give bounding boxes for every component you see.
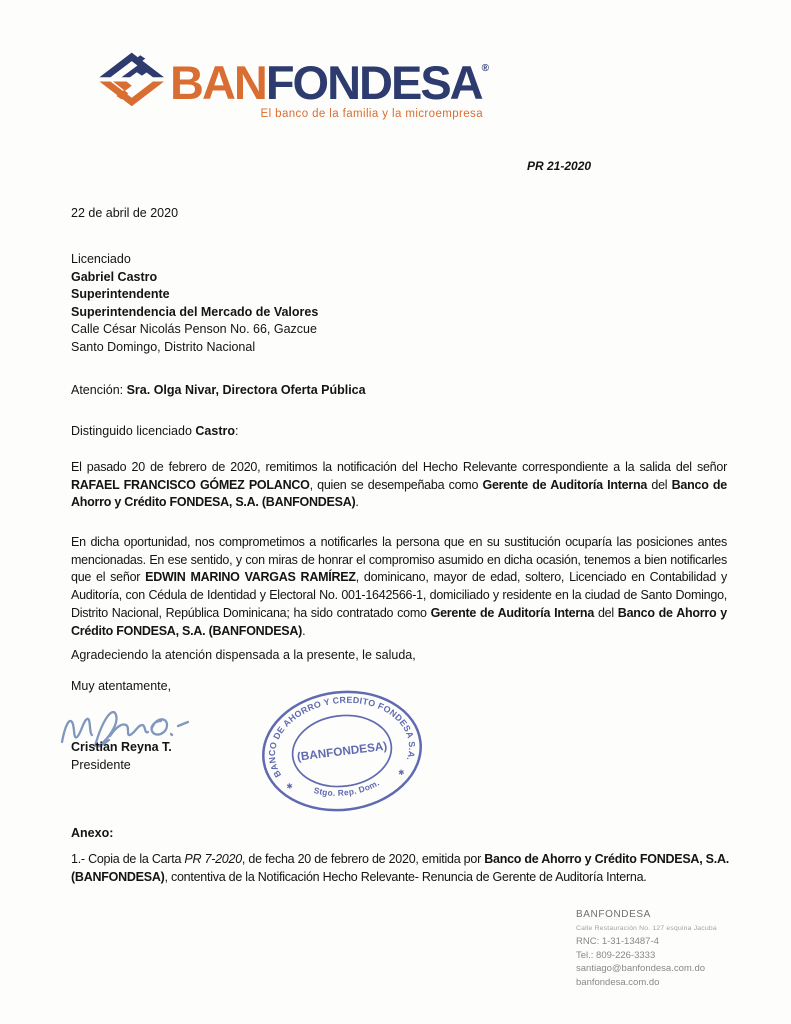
- footer-company-name: BANFONDESA: [576, 909, 651, 920]
- company-stamp: [251, 678, 433, 824]
- signer-name: Cristian Reyna T.: [71, 740, 172, 754]
- text-segment: , quien se desempeñaba como: [309, 477, 483, 492]
- recipient-institution: Superintendencia del Mercado de Valores: [71, 304, 319, 319]
- closing-line: Muy atentamente,: [71, 679, 172, 693]
- svg-text:BANCO DE AHORRO Y CREDITO FOND: [261, 686, 420, 780]
- footer-email: santiago@banfondesa.com.do: [576, 963, 706, 974]
- text-segment: Banco de Ahorro y Crédito FONDESA, S.A. (BANFONDESA): [71, 852, 729, 884]
- signer-title: Presidente: [71, 758, 131, 772]
- text-segment: :: [234, 424, 239, 438]
- text-segment: Atención:: [71, 383, 127, 397]
- recipient-title: Licenciado: [71, 252, 131, 266]
- star-icon: ✱: [397, 767, 406, 778]
- text-segment: Gerente de Auditoría Interna: [430, 605, 595, 620]
- recipient-name: Gabriel Castro: [71, 269, 158, 284]
- text-segment: Distinguido licenciado: [71, 424, 196, 438]
- thanks-line: Agradeciendo la atención dispensada a la presente, le saluda,: [71, 648, 416, 662]
- letterhead: [96, 44, 489, 120]
- text-segment: En dicha oportunidad, nos comprometimos a notificarles la persona que en su sustitución ocuparía las posiciones antes mencionadas. En ese sentido, y con miras de honrar el compromiso asumido en dicha ocasión, tenemos a bien notificarles que el señor: [71, 535, 727, 585]
- greeting-line: [71, 424, 238, 438]
- attention-person: Sra. Olga Nivar, Directora Oferta Pública: [126, 383, 366, 397]
- anexo-item: [71, 851, 729, 886]
- footer-address: Calle Restauración No. 127 esquina Jacuba: [576, 924, 717, 932]
- footer-contact-block: [576, 908, 717, 989]
- text-segment: , contentiva de la Notificación Hecho Relevante- Renuncia de Gerente de Auditoría Interna.: [164, 869, 647, 884]
- paragraph-2: [71, 534, 727, 640]
- stamp-center-text: (BANFONDESA): [296, 739, 388, 764]
- paragraph-1: [71, 459, 727, 512]
- recipient-position: Superintendente: [71, 287, 170, 302]
- attention-line: [71, 383, 366, 397]
- anexo-title: Anexo:: [71, 826, 114, 840]
- text-segment: Banco de Ahorro y Crédito FONDESA, S.A. (BANFONDESA): [71, 477, 727, 510]
- star-icon: ✱: [285, 781, 294, 792]
- text-segment: El pasado 20 de febrero de 2020, remitimos la notificación del Hecho Relevante correspondiente a la salida del señor: [71, 460, 727, 474]
- text-segment: 1.- Copia de la Carta: [71, 852, 185, 866]
- text-segment: Gerente de Auditoría Interna: [482, 477, 648, 492]
- text-segment: PR 7-2020: [184, 852, 242, 866]
- recipient-block: [71, 251, 318, 357]
- text-segment: RAFAEL FRANCISCO GÓMEZ POLANCO: [71, 477, 310, 492]
- brand-tagline: El banco de la familia y la microempresa: [260, 108, 483, 120]
- letter-date: 22 de abril de 2020: [71, 206, 179, 220]
- text-segment: .: [355, 495, 359, 510]
- text-segment: , de fecha 20 de febrero de 2020, emitida por: [241, 852, 485, 866]
- text-segment: Banco de Ahorro y Crédito FONDESA, S.A. (BANFONDESA): [71, 605, 727, 638]
- svg-text:Stgo. Rep. Dom.: [312, 777, 382, 801]
- text-segment: EDWIN MARINO VARGAS RAMÍREZ: [145, 570, 356, 585]
- text-segment: del: [594, 605, 618, 620]
- banfondesa-logo-icon: [96, 46, 164, 112]
- text-segment: del: [647, 477, 672, 492]
- reference-number: PR 21-2020: [527, 159, 592, 173]
- text-segment: .: [302, 623, 306, 638]
- brand-fondesa: FONDESA: [265, 56, 482, 109]
- brand-ban: BAN: [170, 56, 266, 109]
- stamp-bottom-text: Stgo. Rep. Dom.: [312, 777, 381, 798]
- brand-block: [170, 44, 489, 120]
- registered-trademark-icon: ®: [481, 63, 489, 74]
- stamp-ring-text: BANCO DE AHORRO Y CREDITO FONDESA S.A.: [266, 694, 418, 780]
- recipient-address-line1: Calle César Nicolás Penson No. 66, Gazcue: [71, 322, 317, 337]
- text-segment: , dominicano, mayor de edad, soltero, Licenciado en Contabilidad y Auditoría, con Cédula de Identidad y Electoral No. 001-1642566-1, domiciliado y residente en la ciudad de Santo Domingo, Distrito Nacional, República Dominicana; ha sido contratado como: [71, 570, 727, 620]
- footer-rnc: RNC: 1-31-13487-4: [576, 936, 659, 947]
- footer-website: banfondesa.com.do: [576, 976, 660, 988]
- footer-phone: Tel.: 809-226-3333: [576, 949, 656, 961]
- brand-wordmark: [170, 44, 489, 108]
- greeting-name: Castro: [195, 424, 235, 438]
- recipient-address-line2: Santo Domingo, Distrito Nacional: [71, 339, 256, 354]
